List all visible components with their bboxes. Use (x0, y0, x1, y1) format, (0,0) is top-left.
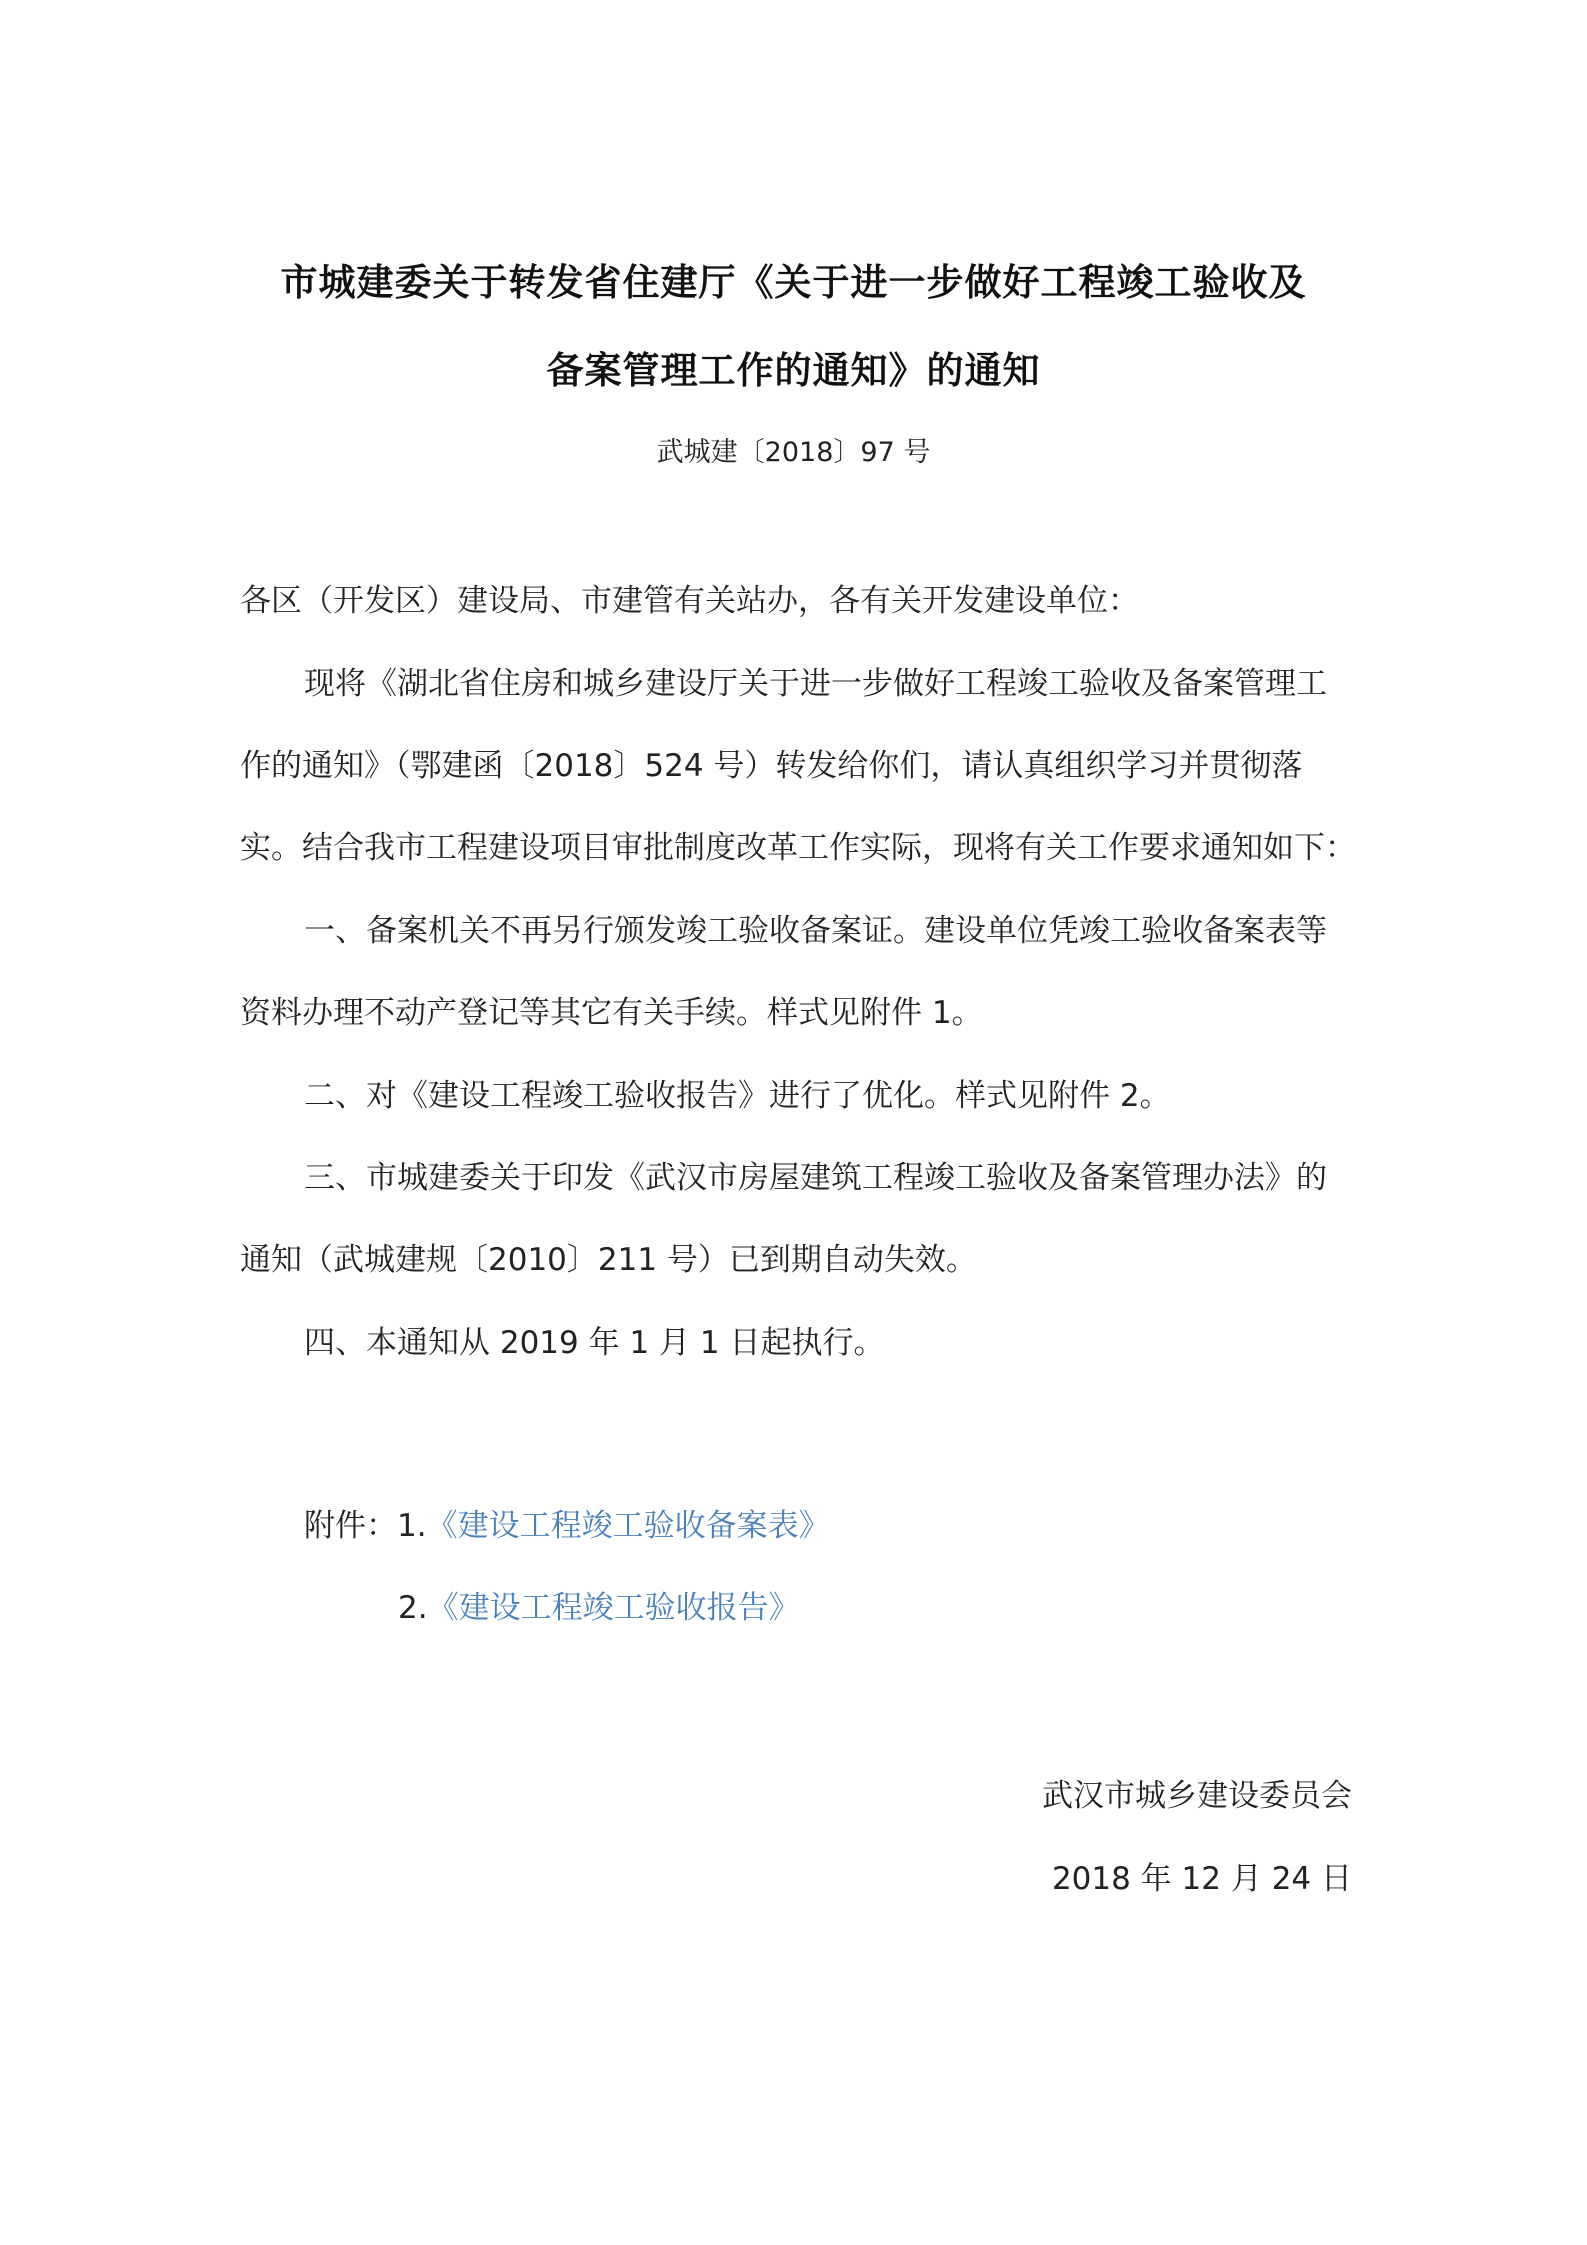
salutation: 各区（开发区）建设局、市建管有关站办，各有关开发建设单位： (240, 583, 1139, 619)
item-one-line1: 一、备案机关不再另行颁发竣工验收备案证。建设单位凭竣工验收备案表等 (304, 913, 1327, 949)
document-title-line2: 备案管理工作的通知》的通知 (546, 348, 1041, 392)
attachment-1-link[interactable]: 《建设工程竣工验收备案表》 (426, 1508, 830, 1544)
attachment-line-2 (398, 1582, 800, 1627)
body-paragraph-line: 实。结合我市工程建设项目审批制度改革工作实际，现将有关工作要求通知如下： (240, 830, 1356, 866)
document-number: 武城建〔2018〕97 号 (656, 437, 931, 468)
item-four: 四、本通知从 2019 年 1 月 1 日起执行。 (304, 1325, 885, 1361)
item-three-line2: 通知（武城建规〔2010〕211 号）已到期自动失效。 (240, 1242, 977, 1278)
item-two: 二、对《建设工程竣工验收报告》进行了优化。样式见附件 2。 (304, 1078, 1171, 1114)
attachment-2-link[interactable]: 《建设工程竣工验收报告》 (427, 1590, 800, 1626)
document-title-line1: 市城建委关于转发省住建厅《关于进一步做好工程竣工验收及 (280, 260, 1307, 304)
attachments-label: 附件： (304, 1508, 397, 1544)
item-three-line1: 三、市城建委关于印发《武汉市房屋建筑工程竣工验收及备案管理办法》的 (304, 1160, 1327, 1196)
attachment-2-number: 2. (398, 1590, 428, 1626)
body-paragraph-line: 现将《湖北省住房和城乡建设厅关于进一步做好工程竣工验收及备案管理工 (304, 666, 1327, 702)
attachment-1-number: 1. (397, 1508, 427, 1544)
item-one-line2: 资料办理不动产登记等其它有关手续。样式见附件 1。 (240, 995, 983, 1031)
attachment-line-1 (304, 1500, 830, 1545)
body-paragraph-line: 作的通知》（鄂建函〔2018〕524 号）转发给你们，请认真组织学习并贯彻落 (240, 748, 1303, 784)
signature-org: 武汉市城乡建设委员会 (1042, 1778, 1352, 1814)
signature-date: 2018 年 12 月 24 日 (1051, 1861, 1352, 1897)
